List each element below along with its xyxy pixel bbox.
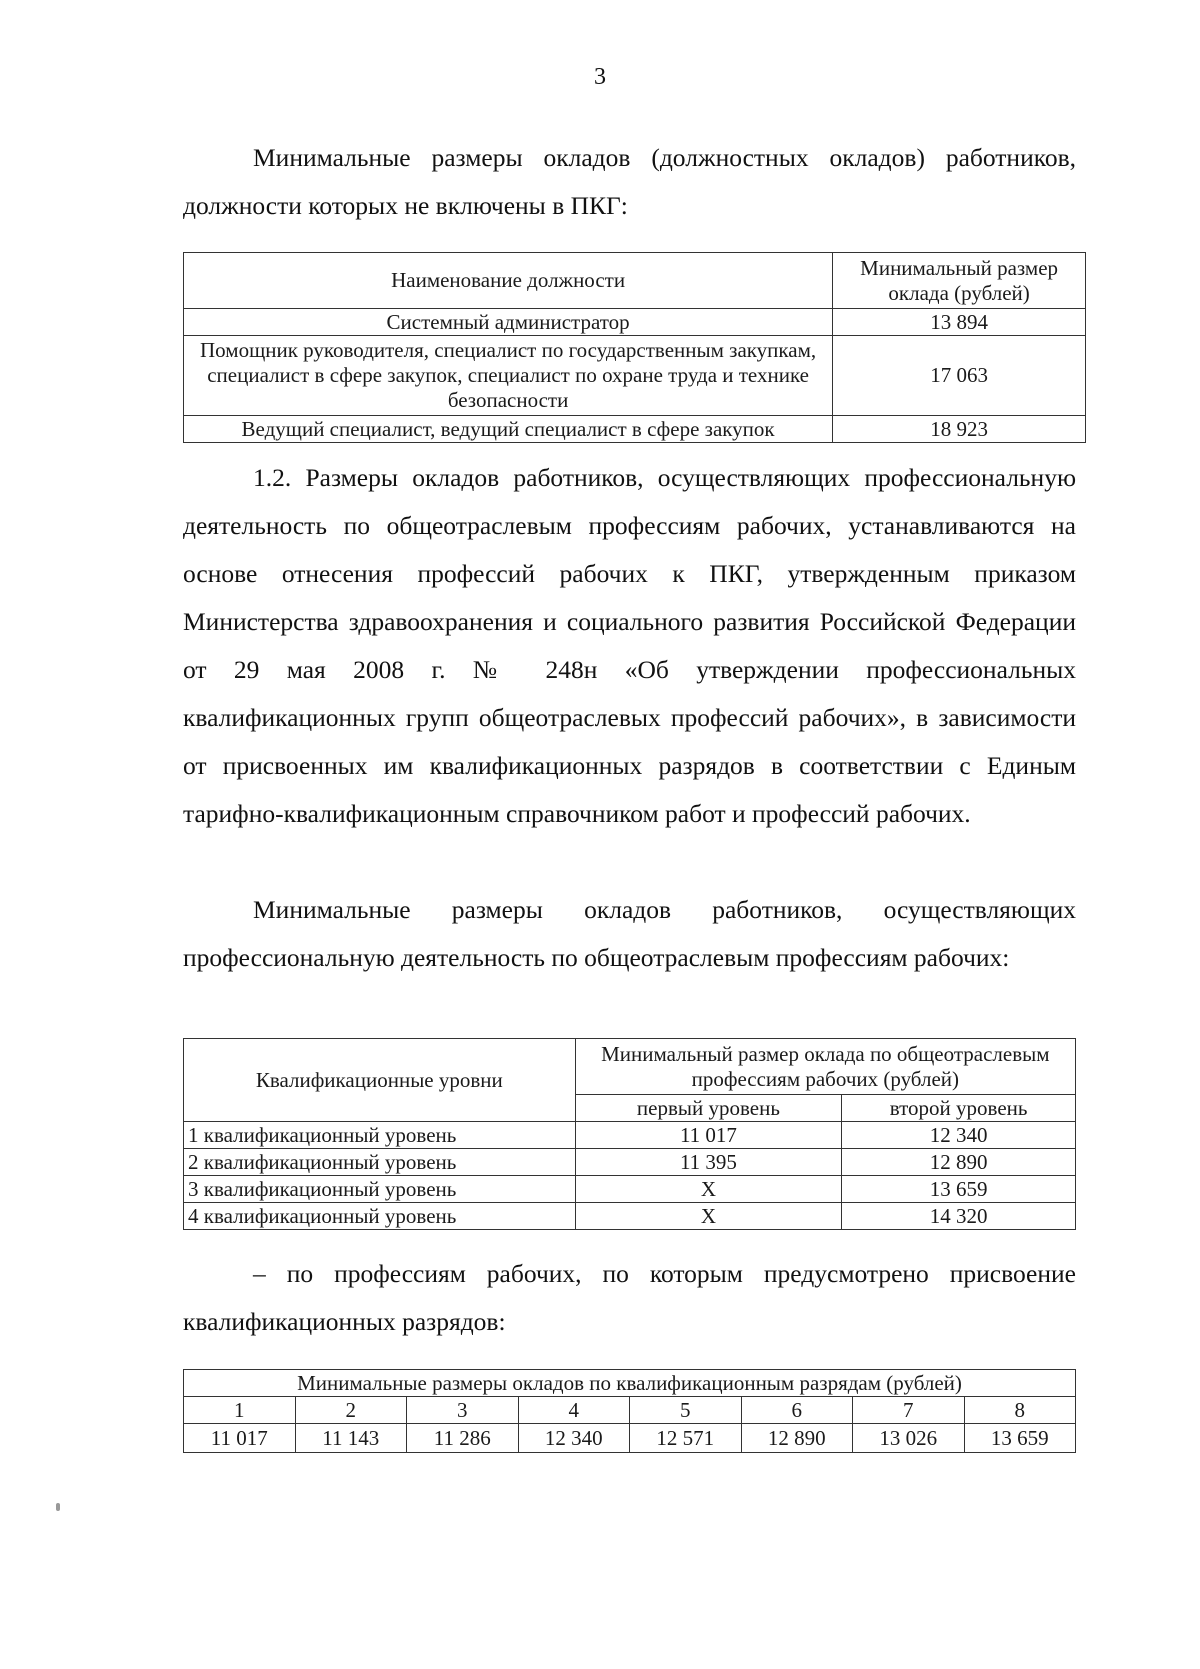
- table-qualification-grades: [183, 1369, 1076, 1453]
- grade-cell: 4: [518, 1397, 630, 1424]
- paragraph-workers-intro: [183, 886, 1076, 982]
- table-row: [184, 309, 1086, 336]
- grade-cell: 3: [407, 1397, 519, 1424]
- salary-cell: 11 017: [575, 1122, 842, 1149]
- table-values-row: [184, 1424, 1076, 1453]
- table-positions-salaries: [183, 252, 1086, 443]
- salary-cell: 14 320: [842, 1203, 1076, 1230]
- salary-cell: 18 923: [833, 416, 1086, 443]
- table-subheader-cell: первый уровень: [575, 1095, 842, 1122]
- salary-cell: 12 571: [630, 1424, 742, 1453]
- grade-cell: 8: [964, 1397, 1076, 1424]
- table-row: [184, 1203, 1076, 1230]
- grade-cell: 7: [853, 1397, 965, 1424]
- table-header-cell: Минимальный размер оклада по общеотраслевым профессиям рабочих (рублей): [575, 1039, 1075, 1095]
- table-row: [184, 1149, 1076, 1176]
- level-name-cell: 2 квалификационный уровень: [184, 1149, 576, 1176]
- grade-cell: 2: [295, 1397, 407, 1424]
- salary-cell: 11 143: [295, 1424, 407, 1453]
- salary-cell: 12 890: [842, 1149, 1076, 1176]
- table-subheader-cell: второй уровень: [842, 1095, 1076, 1122]
- table-header-row: [184, 1370, 1076, 1397]
- table-row: [184, 1122, 1076, 1149]
- paragraph-salaries-intro-text: Минимальные размеры окладов (должностных окладов) работников, должности которых не включены в ПКГ:: [183, 143, 1076, 220]
- level-name-cell: 4 квалификационный уровень: [184, 1203, 576, 1230]
- salary-cell: 13 026: [853, 1424, 965, 1453]
- salary-cell: 13 894: [833, 309, 1086, 336]
- salary-cell: 11 017: [184, 1424, 296, 1453]
- paragraph-salaries-intro: [183, 134, 1076, 230]
- salary-cell: 12 890: [741, 1424, 853, 1453]
- table-row: [184, 336, 1086, 416]
- table-header-row: [184, 253, 1086, 309]
- paragraph-grades-intro: [183, 1250, 1076, 1346]
- table-row: [184, 416, 1086, 443]
- position-name-cell: Помощник руководителя, специалист по государственным закупкам, специалист в сфере закупок, специалист по охране труда и технике безопасности: [184, 336, 833, 416]
- table-header-row: [184, 1039, 1076, 1095]
- page-number: 3: [594, 64, 606, 90]
- salary-cell: Х: [575, 1203, 842, 1230]
- salary-cell: 17 063: [833, 336, 1086, 416]
- salary-cell: Х: [575, 1176, 842, 1203]
- paragraph-grades-intro-text: – по профессиям рабочих, по которым предусмотрено присвоение квалификационных разрядов:: [183, 1259, 1076, 1336]
- paragraph-1-2: [183, 454, 1076, 838]
- position-name-cell: Системный администратор: [184, 309, 833, 336]
- grade-cell: 1: [184, 1397, 296, 1424]
- grade-cell: 6: [741, 1397, 853, 1424]
- salary-cell: 11 395: [575, 1149, 842, 1176]
- level-name-cell: 1 квалификационный уровень: [184, 1122, 576, 1149]
- paragraph-1-2-text: 1.2. Размеры окладов работников, осуществляющих профессиональную деятельность по общеотраслевым профессиям рабочих, устанавливаются на основе отнесения профессий рабочих к ПКГ, утвержденным приказом Министерства здравоохранения и социального развития Российской Федерации от 29 мая 2008 г. № 248н «Об утверждении профессиональных квалификационных групп общеотраслевых профессий рабочих», в зависимости от присвоенных им квалификационных разрядов в соответствии с Единым тарифно-квалификационным справочником работ и профессий рабочих.: [183, 463, 1076, 828]
- scan-speck: [56, 1503, 60, 1511]
- salary-cell: 11 286: [407, 1424, 519, 1453]
- salary-cell: 13 659: [964, 1424, 1076, 1453]
- table-header-cell: Минимальные размеры окладов по квалификационным разрядам (рублей): [184, 1370, 1076, 1397]
- table-qualification-levels: [183, 1038, 1076, 1230]
- table-header-cell: Минимальный размер оклада (рублей): [833, 253, 1086, 309]
- salary-cell: 12 340: [518, 1424, 630, 1453]
- position-name-cell: Ведущий специалист, ведущий специалист в сфере закупок: [184, 416, 833, 443]
- salary-cell: 12 340: [842, 1122, 1076, 1149]
- table-header-cell: Квалификационные уровни: [184, 1039, 576, 1122]
- level-name-cell: 3 квалификационный уровень: [184, 1176, 576, 1203]
- table-header-cell: Наименование должности: [184, 253, 833, 309]
- paragraph-workers-intro-text: Минимальные размеры окладов работников, осуществляющих профессиональную деятельность по общеотраслевым профессиям рабочих:: [183, 895, 1076, 972]
- salary-cell: 13 659: [842, 1176, 1076, 1203]
- table-row: [184, 1176, 1076, 1203]
- table-grades-row: [184, 1397, 1076, 1424]
- grade-cell: 5: [630, 1397, 742, 1424]
